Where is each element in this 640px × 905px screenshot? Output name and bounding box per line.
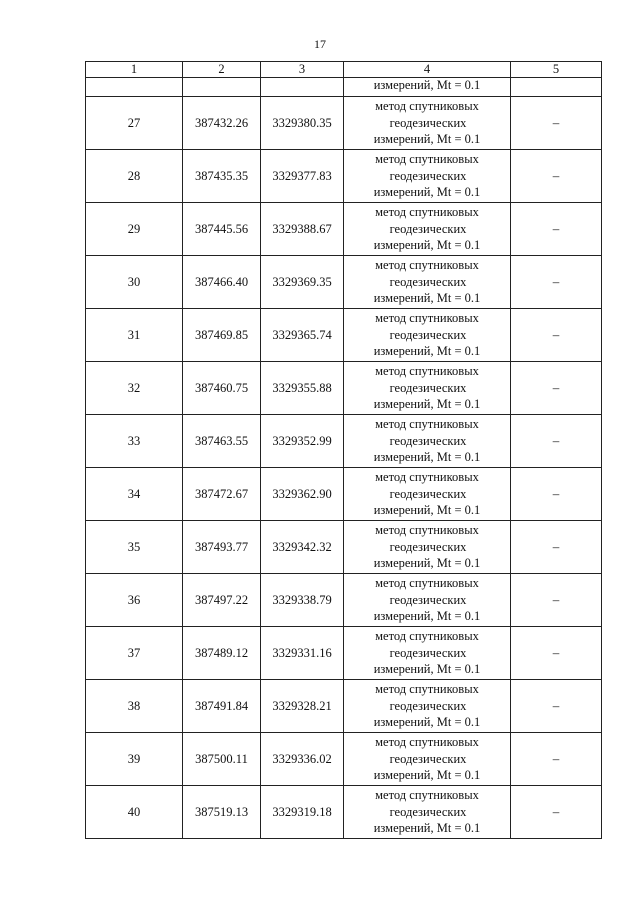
coordinate-x-cell: 387432.26 <box>183 97 261 150</box>
method-line2: геодезических <box>389 698 467 713</box>
method-line1: метод спутниковых <box>375 735 479 750</box>
method-cell <box>344 521 511 574</box>
point-number-cell: 38 <box>86 680 183 733</box>
note-cell: – <box>511 521 602 574</box>
coordinate-x-cell: 387493.77 <box>183 521 261 574</box>
method-line2: геодезических <box>389 274 467 289</box>
table-row <box>86 786 602 839</box>
coordinate-y-cell: 3329336.02 <box>261 733 344 786</box>
table-row <box>86 362 602 415</box>
method-line1: метод спутниковых <box>375 576 479 591</box>
note-cell: – <box>511 256 602 309</box>
method-cell <box>344 786 511 839</box>
method-line1: метод спутниковых <box>375 364 479 379</box>
point-number-cell: 32 <box>86 362 183 415</box>
method-line2: геодезических <box>389 380 467 395</box>
note-cell: – <box>511 203 602 256</box>
method-cell <box>344 150 511 203</box>
method-line3: измерений, Mt = 0.1 <box>373 132 481 147</box>
header-row <box>86 62 602 78</box>
method-line3: измерений, Mt = 0.1 <box>373 450 481 465</box>
table-row <box>86 521 602 574</box>
method-line1: метод спутниковых <box>375 152 479 167</box>
table-row <box>86 627 602 680</box>
coordinate-y-cell: 3329355.88 <box>261 362 344 415</box>
method-cell <box>344 627 511 680</box>
method-line2: геодезических <box>389 327 467 342</box>
note-cell: – <box>511 309 602 362</box>
point-number-cell: 34 <box>86 468 183 521</box>
method-cell <box>344 574 511 627</box>
method-line3: измерений, Mt = 0.1 <box>373 503 481 518</box>
method-line3: измерений, Mt = 0.1 <box>373 821 481 836</box>
table-row <box>86 150 602 203</box>
coordinate-y-cell: 3329365.74 <box>261 309 344 362</box>
method-line2: геодезических <box>389 486 467 501</box>
method-line1: метод спутниковых <box>375 788 479 803</box>
table-row <box>86 309 602 362</box>
point-number-cell: 28 <box>86 150 183 203</box>
coordinate-x-cell: 387466.40 <box>183 256 261 309</box>
coordinate-x-cell: 387460.75 <box>183 362 261 415</box>
method-line2: геодезических <box>389 751 467 766</box>
header-col-1: 1 <box>86 62 183 78</box>
coordinate-x-cell: 387489.12 <box>183 627 261 680</box>
continuation-cell-5 <box>511 78 602 97</box>
method-cell <box>344 733 511 786</box>
point-number-cell: 31 <box>86 309 183 362</box>
method-cell <box>344 680 511 733</box>
point-number-cell: 35 <box>86 521 183 574</box>
method-line3: измерений, Mt = 0.1 <box>373 238 481 253</box>
point-number-cell: 39 <box>86 733 183 786</box>
method-line1: метод спутниковых <box>375 99 479 114</box>
coordinate-x-cell: 387472.67 <box>183 468 261 521</box>
coordinate-y-cell: 3329338.79 <box>261 574 344 627</box>
table-row <box>86 574 602 627</box>
point-number-cell: 36 <box>86 574 183 627</box>
coordinate-x-cell: 387469.85 <box>183 309 261 362</box>
method-line2: геодезических <box>389 221 467 236</box>
page-number: 17 <box>314 37 326 51</box>
method-line3: измерений, Mt = 0.1 <box>373 344 481 359</box>
table-body <box>86 78 602 839</box>
method-cell <box>344 468 511 521</box>
header-col-5: 5 <box>511 62 602 78</box>
point-number-cell: 27 <box>86 97 183 150</box>
method-line3: измерений, Mt = 0.1 <box>373 397 481 412</box>
point-number-cell: 33 <box>86 415 183 468</box>
coordinate-x-cell: 387463.55 <box>183 415 261 468</box>
method-cell <box>344 203 511 256</box>
table-row <box>86 203 602 256</box>
coordinate-y-cell: 3329388.67 <box>261 203 344 256</box>
coordinate-y-cell: 3329369.35 <box>261 256 344 309</box>
coordinate-x-cell: 387445.56 <box>183 203 261 256</box>
table-row <box>86 733 602 786</box>
table-row <box>86 256 602 309</box>
continuation-row <box>86 78 602 97</box>
note-cell: – <box>511 627 602 680</box>
continuation-cell-1 <box>86 78 183 97</box>
coordinate-y-cell: 3329380.35 <box>261 97 344 150</box>
coordinate-y-cell: 3329328.21 <box>261 680 344 733</box>
point-number-cell: 40 <box>86 786 183 839</box>
note-cell: – <box>511 733 602 786</box>
coordinate-x-cell: 387435.35 <box>183 150 261 203</box>
continuation-cell-method: измерений, Mt = 0.1 <box>344 78 511 97</box>
continuation-cell-3 <box>261 78 344 97</box>
coordinate-x-cell: 387491.84 <box>183 680 261 733</box>
method-line1: метод спутниковых <box>375 682 479 697</box>
method-line1: метод спутниковых <box>375 417 479 432</box>
coordinate-x-cell: 387519.13 <box>183 786 261 839</box>
note-cell: – <box>511 97 602 150</box>
method-line3: измерений, Mt = 0.1 <box>373 556 481 571</box>
method-line2: геодезических <box>389 592 467 607</box>
note-cell: – <box>511 150 602 203</box>
header-col-2: 2 <box>183 62 261 78</box>
header-col-4: 4 <box>344 62 511 78</box>
coordinate-y-cell: 3329342.32 <box>261 521 344 574</box>
method-line2: геодезических <box>389 804 467 819</box>
header-col-3: 3 <box>261 62 344 78</box>
coordinate-x-cell: 387500.11 <box>183 733 261 786</box>
method-line3: измерений, Mt = 0.1 <box>373 662 481 677</box>
point-number-cell: 37 <box>86 627 183 680</box>
method-line2: геодезических <box>389 539 467 554</box>
method-line1: метод спутниковых <box>375 311 479 326</box>
method-line2: геодезических <box>389 115 467 130</box>
note-cell: – <box>511 362 602 415</box>
table-header <box>86 62 602 78</box>
continuation-cell-2 <box>183 78 261 97</box>
method-cell <box>344 97 511 150</box>
method-line2: геодезических <box>389 433 467 448</box>
coordinate-y-cell: 3329362.90 <box>261 468 344 521</box>
note-cell: – <box>511 415 602 468</box>
coordinate-y-cell: 3329319.18 <box>261 786 344 839</box>
method-line1: метод спутниковых <box>375 205 479 220</box>
coordinate-y-cell: 3329352.99 <box>261 415 344 468</box>
method-line2: геодезических <box>389 168 467 183</box>
table-row <box>86 468 602 521</box>
method-line1: метод спутниковых <box>375 629 479 644</box>
method-line1: метод спутниковых <box>375 470 479 485</box>
method-line2: геодезических <box>389 645 467 660</box>
table-row <box>86 97 602 150</box>
coordinate-y-cell: 3329377.83 <box>261 150 344 203</box>
method-cell <box>344 415 511 468</box>
note-cell: – <box>511 680 602 733</box>
method-line3: измерений, Mt = 0.1 <box>373 715 481 730</box>
coordinates-table <box>85 61 602 839</box>
table-row <box>86 680 602 733</box>
coordinate-y-cell: 3329331.16 <box>261 627 344 680</box>
method-line1: метод спутниковых <box>375 523 479 538</box>
coordinate-x-cell: 387497.22 <box>183 574 261 627</box>
method-cell <box>344 362 511 415</box>
method-line3: измерений, Mt = 0.1 <box>373 291 481 306</box>
note-cell: – <box>511 574 602 627</box>
table-row <box>86 415 602 468</box>
point-number-cell: 29 <box>86 203 183 256</box>
method-cell <box>344 256 511 309</box>
method-line1: метод спутниковых <box>375 258 479 273</box>
method-line3: измерений, Mt = 0.1 <box>373 609 481 624</box>
method-cell <box>344 309 511 362</box>
method-line3: измерений, Mt = 0.1 <box>373 185 481 200</box>
note-cell: – <box>511 786 602 839</box>
note-cell: – <box>511 468 602 521</box>
point-number-cell: 30 <box>86 256 183 309</box>
method-line3: измерений, Mt = 0.1 <box>373 768 481 783</box>
